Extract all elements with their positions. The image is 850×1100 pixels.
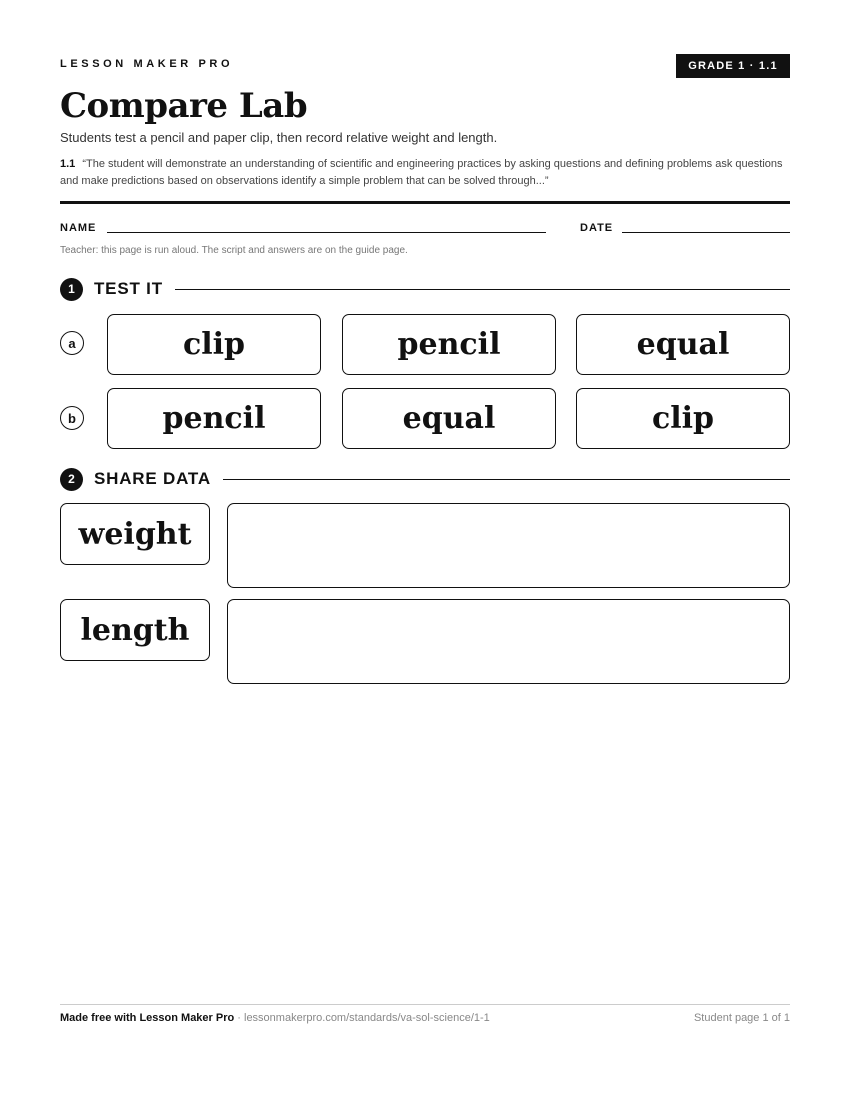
name-label: NAME — [60, 222, 97, 234]
page-title: Compare Lab — [60, 86, 308, 126]
choice-card[interactable]: clip — [576, 388, 790, 449]
choice-card[interactable]: pencil — [107, 388, 321, 449]
teacher-note: Teacher: this page is run aloud. The script and answers are on the guide page. — [60, 245, 408, 256]
section-number-badge: 2 — [60, 468, 83, 491]
standard-code: 1.1 — [60, 158, 76, 170]
choice-card[interactable]: clip — [107, 314, 321, 375]
data-label-weight: weight — [60, 503, 210, 565]
standard-quote — [60, 156, 790, 190]
row-label-a: a — [60, 331, 84, 355]
brand-name: LESSON MAKER PRO — [60, 58, 234, 70]
section-test-it — [60, 277, 790, 301]
data-label-length: length — [60, 599, 210, 661]
date-label: DATE — [580, 222, 614, 234]
footer-made-with: Made free with Lesson Maker Pro — [60, 1012, 235, 1024]
section-title: TEST IT — [94, 279, 163, 298]
worksheet-page — [60, 0, 790, 1100]
page-subtitle: Students test a pencil and paper clip, then record relative weight and length. — [60, 130, 498, 145]
section-share-data — [60, 467, 790, 491]
name-field[interactable] — [107, 232, 546, 233]
footer-credit — [60, 1012, 490, 1024]
footer-url[interactable]: lessonmakerpro.com/standards/va-sol-science/1-1 — [244, 1012, 490, 1024]
footer-divider — [60, 1004, 790, 1005]
section-number-badge: 1 — [60, 278, 83, 301]
length-answer-box[interactable] — [227, 599, 790, 684]
section-divider — [223, 479, 790, 480]
header-divider — [60, 201, 790, 204]
choice-card[interactable]: equal — [342, 388, 556, 449]
date-field[interactable] — [622, 232, 790, 233]
standard-text: “The student will demonstrate an understanding of scientific and engineering practices by asking questions and defining problems ask questions and make predictions based on observations identify a simple problem that can be solved through...” — [60, 158, 783, 187]
row-label-b: b — [60, 406, 84, 430]
section-title: SHARE DATA — [94, 469, 211, 488]
weight-answer-box[interactable] — [227, 503, 790, 588]
choice-card[interactable]: pencil — [342, 314, 556, 375]
footer-page-number: Student page 1 of 1 — [693, 1012, 790, 1024]
footer-separator: · — [234, 1012, 244, 1024]
grade-badge: GRADE 1 · 1.1 — [676, 54, 790, 78]
section-divider — [175, 289, 790, 290]
choice-card[interactable]: equal — [576, 314, 790, 375]
